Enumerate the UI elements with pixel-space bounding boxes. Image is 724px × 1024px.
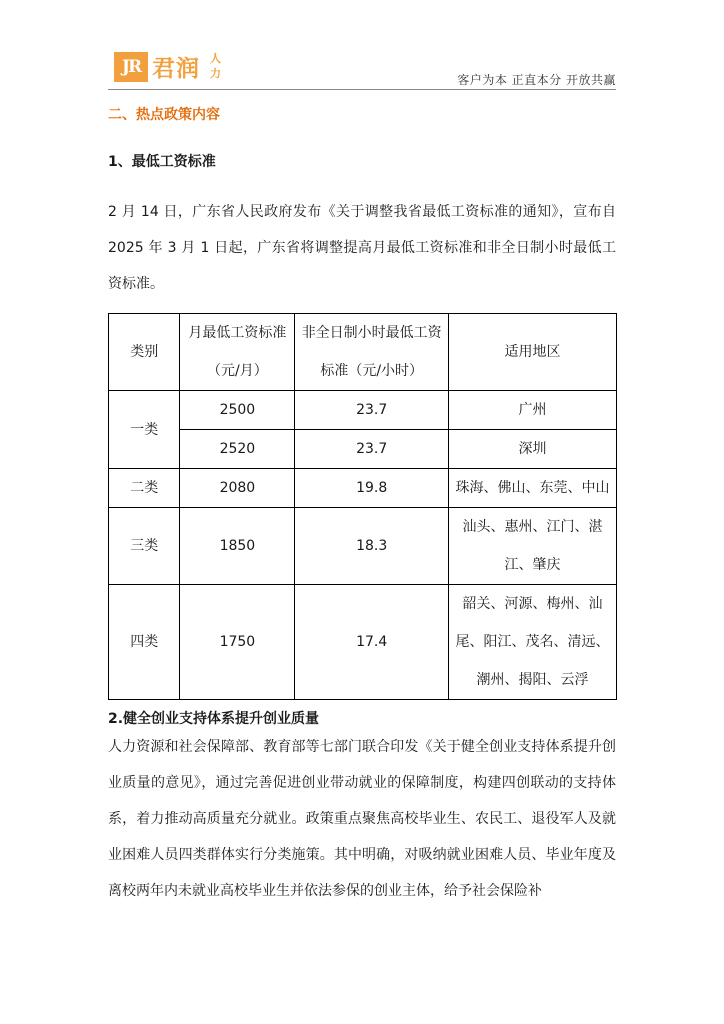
table-header-row	[109, 314, 617, 391]
table-row	[109, 469, 617, 508]
category-cell: 二类	[109, 469, 180, 508]
region-cell: 珠海、佛山、东莞、中山	[449, 469, 617, 508]
header-category: 类别	[109, 314, 180, 391]
logo-name: 君润	[152, 56, 200, 82]
category-cell: 四类	[109, 585, 180, 700]
header-region: 适用地区	[449, 314, 617, 391]
header-hourly: 非全日制小时最低工资标准（元/小时）	[295, 314, 449, 391]
region-cell: 汕头、惠州、江门、湛江、肇庆	[449, 508, 617, 585]
monthly-cell: 2080	[180, 469, 295, 508]
monthly-cell: 1850	[180, 508, 295, 585]
hourly-cell: 23.7	[295, 391, 449, 430]
monthly-cell: 2520	[180, 430, 295, 469]
section-title: 二、热点政策内容	[108, 107, 220, 123]
region-cell: 深圳	[449, 430, 617, 469]
hourly-cell: 19.8	[295, 469, 449, 508]
item2-paragraph: 人力资源和社会保障部、教育部等七部门联合印发《关于健全创业支持体系提升创业质量的意见》，通过完善促进创业带动就业的保障制度，构建四创联动的支持体系，着力推动高质量充分就业。政策重点聚焦高校毕业生、农民工、退役军人及就业困难人员四类群体实行分类施策。其中明确，对吸纳就业困难人员、毕业年度及离校两年内未就业高校毕业生并依法参保的创业主体，给予社会保险补	[108, 739, 616, 899]
item1-paragraph: 2 月 14 日，广东省人民政府发布《关于调整我省最低工资标准的通知》，宣布自 2025 年 3 月 1 日起，广东省将调整提高月最低工资标准和非全日制小时最低工资标准。	[108, 204, 616, 292]
table-row	[109, 391, 617, 430]
hourly-cell: 18.3	[295, 508, 449, 585]
category-cell: 三类	[109, 508, 180, 585]
region-cell: 广州	[449, 391, 617, 430]
document-header	[108, 50, 616, 90]
logo-subtitle: 人力	[210, 52, 221, 80]
table-row	[109, 430, 617, 469]
monthly-cell: 1750	[180, 585, 295, 700]
header-monthly: 月最低工资标准（元/月）	[180, 314, 295, 391]
region-cell: 韶关、河源、梅州、汕尾、阳江、茂名、清远、潮州、揭阳、云浮	[449, 585, 617, 700]
monthly-cell: 2500	[180, 391, 295, 430]
item2-heading: 2.健全创业支持体系提升创业质量	[108, 711, 320, 727]
hourly-cell: 17.4	[295, 585, 449, 700]
item1-heading: 1、最低工资标准	[108, 154, 216, 170]
category-cell: 一类	[109, 391, 180, 469]
slogan: 客户为本 正直本分 开放共赢	[457, 73, 616, 87]
minimum-wage-table	[108, 313, 617, 700]
header-divider	[108, 89, 616, 90]
hourly-cell: 23.7	[295, 430, 449, 469]
table-row	[109, 585, 617, 700]
table-row	[109, 508, 617, 585]
logo-mark: JR	[114, 52, 148, 82]
